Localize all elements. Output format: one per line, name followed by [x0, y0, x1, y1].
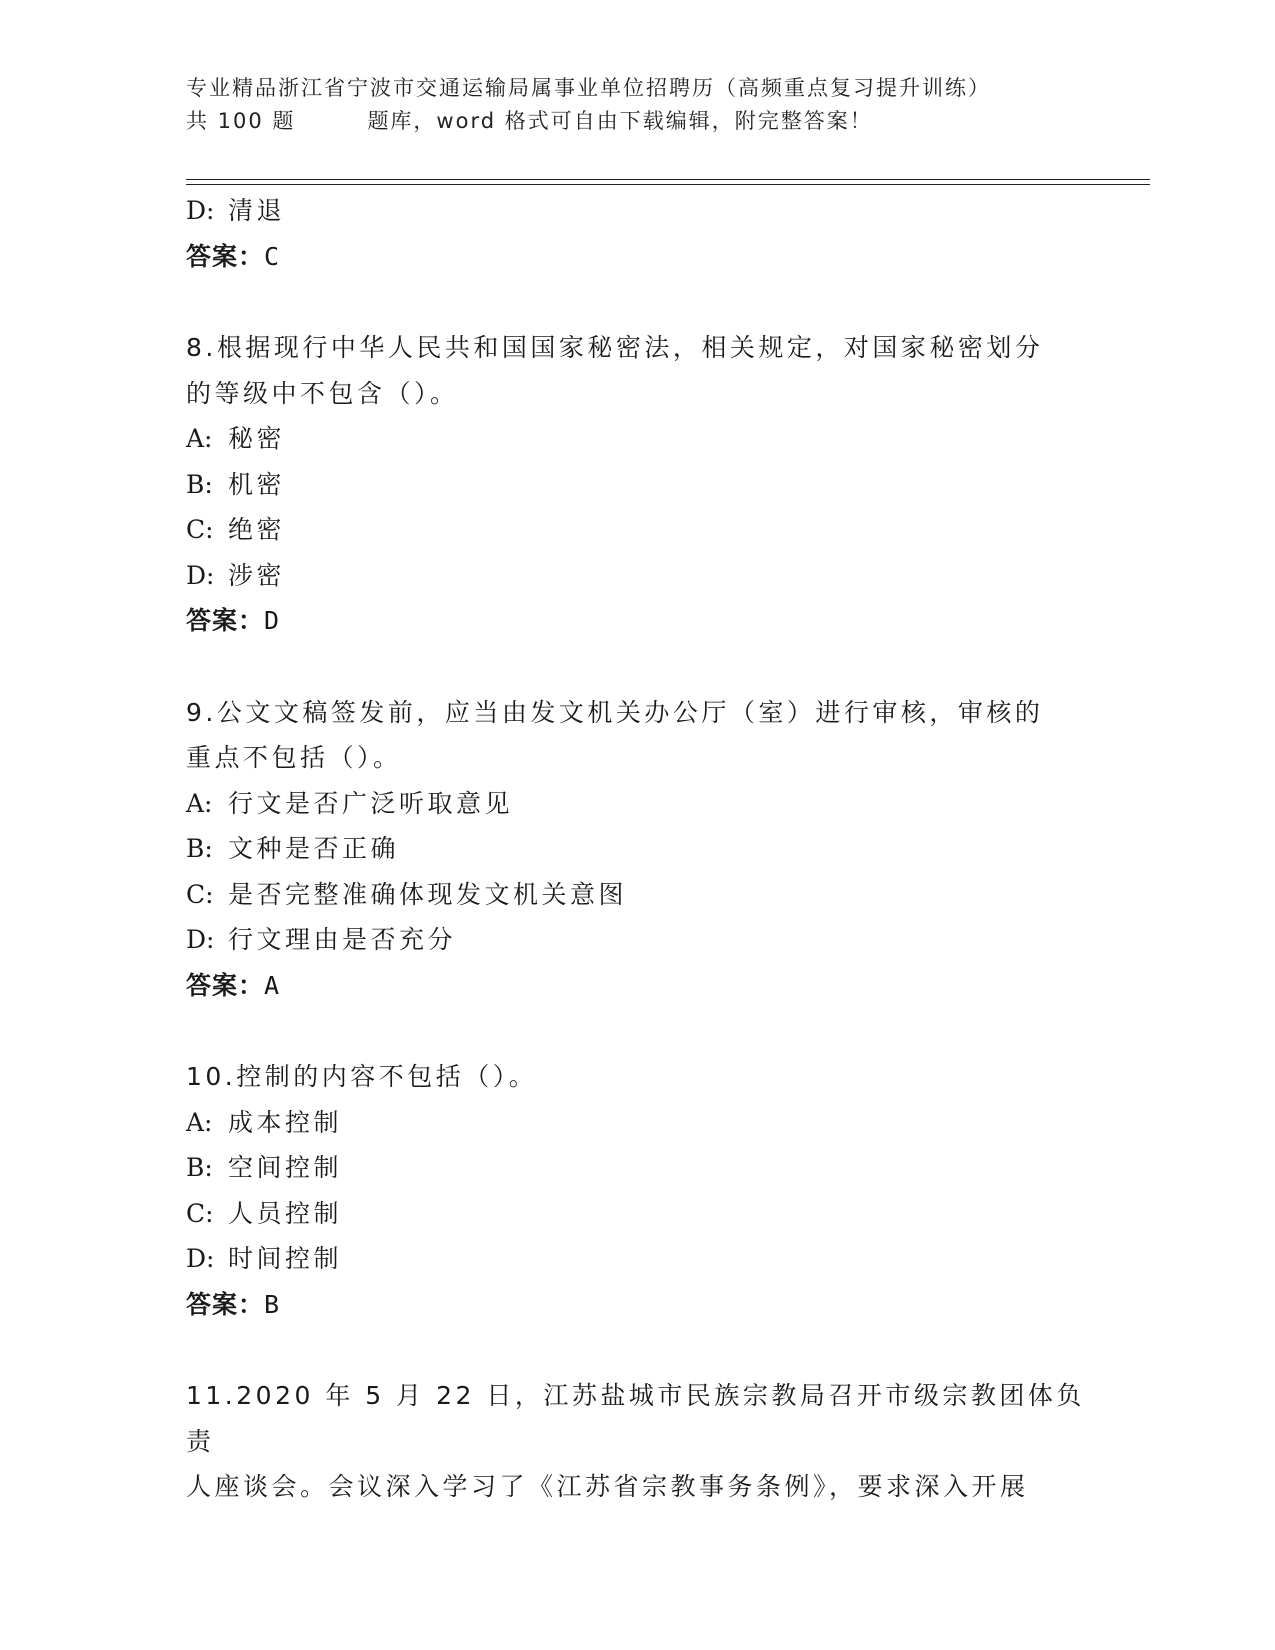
option-text: 机密	[228, 469, 286, 499]
page-header	[186, 72, 1146, 138]
option-key: B:	[186, 469, 213, 499]
option-key: A:	[186, 1107, 213, 1137]
option-key: C:	[186, 1198, 214, 1228]
answer-value: A	[264, 970, 281, 1000]
option-text: 文种是否正确	[228, 834, 400, 863]
answer-value: B	[264, 1289, 281, 1319]
question-9	[186, 690, 1086, 1009]
option-a	[186, 1100, 1086, 1146]
question-stem-line: 10.控制的内容不包括（）。	[186, 1062, 538, 1091]
option-text: 清退	[228, 196, 286, 225]
option-key: D:	[186, 925, 215, 954]
question-11	[186, 1373, 1086, 1510]
option-key: C:	[186, 879, 214, 909]
option-key: B:	[186, 834, 213, 863]
option-text: 秘密	[228, 424, 286, 453]
option-text: 绝密	[228, 515, 286, 544]
option-key: D:	[186, 1244, 215, 1273]
question-stem-line: 的等级中不包含（）。	[186, 378, 459, 408]
option-text: 涉密	[228, 560, 286, 590]
header-subtitle-line	[186, 105, 1146, 138]
option-key: A:	[186, 788, 213, 818]
option-d	[186, 188, 1086, 234]
option-text: 是否完整准确体现发文机关意图	[228, 879, 628, 909]
question-stem-line: 11.2020 年 5 月 22 日，江苏盐城市民族宗教局召开市级宗教团体负责	[186, 1381, 1085, 1456]
option-b	[186, 1145, 1086, 1191]
option-c	[186, 872, 1086, 918]
option-d	[186, 1236, 1086, 1282]
document-body	[186, 188, 1086, 1510]
option-b	[186, 826, 1086, 872]
option-c	[186, 1191, 1086, 1237]
option-key: C:	[186, 515, 214, 544]
header-divider-bottom	[186, 184, 1150, 185]
answer-line	[186, 1282, 1086, 1328]
question-stem-line: 9.公文文稿签发前，应当由发文机关办公厅（室）进行审核，审核的	[186, 697, 1044, 727]
option-text: 成本控制	[228, 1107, 343, 1137]
option-text: 人员控制	[228, 1198, 343, 1228]
option-d	[186, 553, 1086, 599]
answer-value: D	[264, 606, 281, 635]
answer-value: C	[264, 241, 281, 271]
question-10	[186, 1054, 1086, 1327]
answer-label: 答案：	[186, 606, 265, 635]
option-d	[186, 917, 1086, 963]
option-a	[186, 416, 1086, 462]
answer-line	[186, 963, 1086, 1009]
answer-label: 答案：	[186, 1289, 265, 1319]
option-text: 空间控制	[228, 1153, 343, 1182]
option-text: 时间控制	[228, 1244, 343, 1273]
option-key: D:	[186, 196, 215, 225]
header-note: 题库，word 格式可自由下载编辑，附完整答案！	[367, 109, 873, 133]
answer-line	[186, 234, 1086, 280]
header-title-line: 专业精品浙江省宁波市交通运输局属事业单位招聘历（高频重点复习提升训练）	[186, 76, 991, 100]
answer-label: 答案：	[186, 970, 265, 1000]
header-divider-top	[186, 179, 1150, 180]
option-a	[186, 781, 1086, 827]
option-key: B:	[186, 1153, 213, 1182]
answer-line	[186, 598, 1086, 644]
option-text: 行文是否广泛听取意见	[228, 788, 514, 818]
question-stem-line: 重点不包括（）。	[186, 743, 402, 772]
question-stem-line: 8.根据现行中华人民共和国国家秘密法，相关规定，对国家秘密划分	[186, 333, 1044, 362]
question-count: 共 100 题	[186, 109, 296, 133]
option-key: A:	[186, 424, 213, 453]
answer-label: 答案：	[186, 241, 265, 271]
option-b	[186, 462, 1086, 508]
question-8	[186, 325, 1086, 644]
option-key: D:	[186, 560, 215, 590]
option-c	[186, 507, 1086, 553]
question-stem-line: 人座谈会。会议深入学习了《江苏省宗教事务条例》，要求深入开展	[186, 1472, 1029, 1501]
option-text: 行文理由是否充分	[228, 925, 457, 954]
